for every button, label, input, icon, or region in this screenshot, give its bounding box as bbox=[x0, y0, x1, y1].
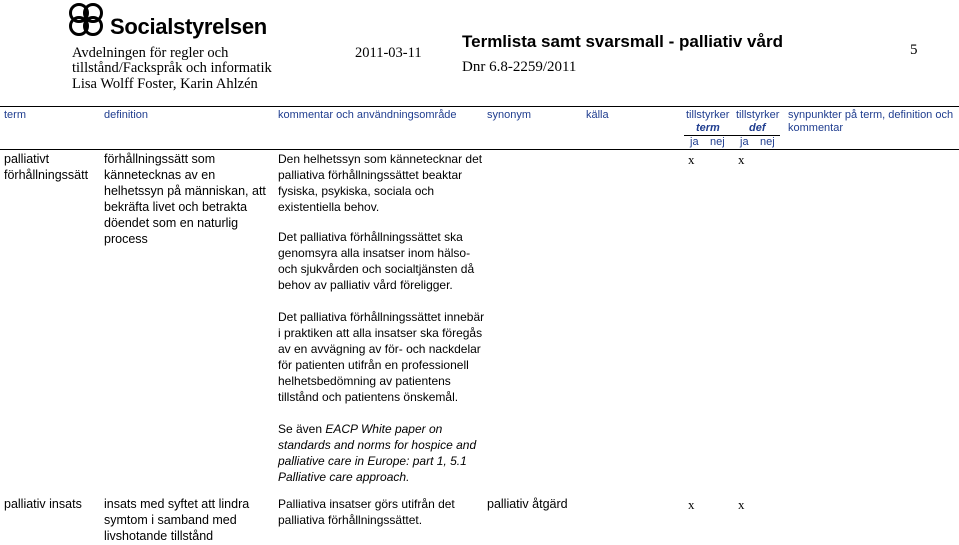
reference-title: EACP White paper on standards and norms for hospice and palliative care in Europe: part 1, 5.1 Palliative care approach. bbox=[278, 422, 477, 484]
column-header-definition: definition bbox=[104, 109, 149, 121]
table-row bbox=[4, 496, 99, 512]
column-header-comment: kommentar och användningsområde bbox=[278, 109, 457, 121]
column-header-yes-def: ja bbox=[740, 136, 749, 148]
column-header-feedback: synpunkter på term, definition och bbox=[788, 109, 954, 121]
table-top-rule bbox=[0, 106, 959, 107]
reference-prefix: Se även bbox=[278, 422, 326, 436]
column-header-source: källa bbox=[586, 109, 609, 121]
department-line-2: tillstånd/Fackspråk och informatik bbox=[72, 60, 272, 76]
row-definition: förhållningssätt som kännetecknas av en helhetssyn på människan, att bekräfta livet och betrakta döendet som en naturlig process bbox=[104, 152, 266, 246]
authors: Lisa Wolff Foster, Karin Ahlzén bbox=[72, 76, 258, 92]
row-term: palliativt förhållningssätt bbox=[4, 152, 89, 182]
row-synonym: palliativ åtgärd bbox=[487, 497, 568, 511]
column-header-synonym: synonym bbox=[487, 109, 532, 121]
column-header-yes-term: ja bbox=[690, 136, 699, 148]
comment-paragraph: Det palliativa förhållningssättet innebär i praktiken att alla insatser ska föregås av en avvägning av för- och nackdelar för patienten utifrån en professionell helhetsbedömning av patientens tillstånd och patientens önskemål. bbox=[278, 310, 485, 404]
column-header-no-def: nej bbox=[760, 136, 775, 148]
mark-def-yes: x bbox=[738, 152, 745, 167]
document-title: Termlista samt svarsmall - palliativ vård bbox=[462, 32, 783, 51]
department-line-1: Avdelningen för regler och bbox=[72, 45, 229, 61]
comment-reference bbox=[278, 421, 486, 485]
column-header-endorse-def-sub: def bbox=[749, 122, 766, 134]
mark-def-yes: x bbox=[738, 497, 745, 512]
column-header-endorse-def: tillstyrker bbox=[736, 109, 780, 121]
page-number: 5 bbox=[910, 42, 918, 58]
mark-term-yes: x bbox=[688, 152, 695, 167]
row-comment bbox=[278, 151, 486, 485]
mark-term-yes: x bbox=[688, 497, 695, 512]
column-header-feedback-sub: kommentar bbox=[788, 122, 844, 134]
org-name: Socialstyrelsen bbox=[110, 14, 267, 39]
row-comment: Palliativa insatser görs utifrån det palliativa förhållningssättet. bbox=[278, 497, 455, 527]
column-header-endorse-term-sub: term bbox=[696, 122, 720, 134]
row-definition: insats med syftet att lindra symtom i samband med livshotande tillstånd bbox=[104, 497, 250, 543]
table-row bbox=[4, 151, 99, 183]
column-header-no-term: nej bbox=[710, 136, 725, 148]
table-header-rule bbox=[0, 149, 959, 150]
socialstyrelsen-logo-icon bbox=[66, 2, 106, 36]
column-header-term: term bbox=[4, 109, 26, 121]
document-number: Dnr 6.8-2259/2011 bbox=[462, 59, 577, 75]
comment-paragraph: Det palliativa förhållningssättet ska genomsyra alla insatser inom hälso- och sjukvården och socialtjänsten då behov av palliativ vård föreligger. bbox=[278, 230, 475, 292]
comment-paragraph: Den helhetssyn som kännetecknar det palliativa förhållningssättet beaktar fysiska, psykiska, sociala och existentiella behov. bbox=[278, 152, 483, 214]
document-date: 2011-03-11 bbox=[355, 45, 422, 61]
row-term: palliativ insats bbox=[4, 497, 82, 511]
column-header-endorse-term: tillstyrker bbox=[686, 109, 730, 121]
